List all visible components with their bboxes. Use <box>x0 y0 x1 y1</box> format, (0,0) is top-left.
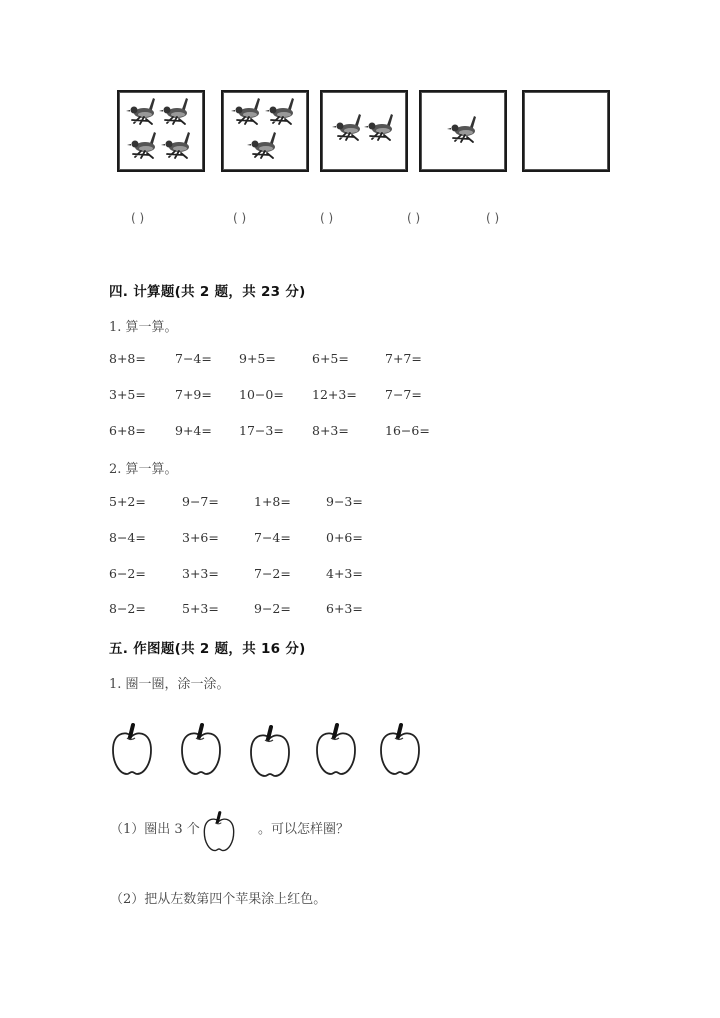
equation: 8−4= <box>109 530 146 545</box>
answer-blank-2[interactable]: ( ) <box>233 211 247 225</box>
equation: 9+4= <box>175 423 212 438</box>
bird-icon <box>157 96 191 126</box>
answer-blank-1[interactable]: ( ) <box>131 211 145 225</box>
equation: 7−4= <box>175 351 212 366</box>
apple-icon-inline <box>202 810 236 854</box>
equation: 3+5= <box>109 387 146 402</box>
bird-icon <box>124 96 158 126</box>
equation: 12+3= <box>312 387 357 402</box>
equation: 9−7= <box>182 494 219 509</box>
answer-blank-3[interactable]: ( ) <box>320 211 334 225</box>
equation: 1+8= <box>254 494 291 509</box>
equation: 7+9= <box>175 387 212 402</box>
bird-icon <box>362 112 396 142</box>
equation: 6+5= <box>312 351 349 366</box>
equation: 6+3= <box>326 601 363 616</box>
apple-icon-2[interactable] <box>179 722 223 778</box>
bird-icon <box>245 130 279 160</box>
picture-box-5-empty <box>522 90 610 172</box>
bird-icon <box>263 96 297 126</box>
picture-box-4 <box>419 90 507 172</box>
apple-icon-4[interactable] <box>314 722 358 778</box>
equation: 8+3= <box>312 423 349 438</box>
equation: 7−7= <box>385 387 422 402</box>
equation: 8+8= <box>109 351 146 366</box>
equation: 9−2= <box>254 601 291 616</box>
equation: 4+3= <box>326 566 363 581</box>
equation: 6−2= <box>109 566 146 581</box>
section-5-title: 五. 作图题(共 2 题，共 16 分) <box>109 641 306 657</box>
picture-box-2 <box>221 90 309 172</box>
equation: 6+8= <box>109 423 146 438</box>
bird-icon <box>159 130 193 160</box>
equation: 9−3= <box>326 494 363 509</box>
equation: 8−2= <box>109 601 146 616</box>
equation: 7+7= <box>385 351 422 366</box>
equation: 3+3= <box>182 566 219 581</box>
bird-icon <box>125 130 159 160</box>
picture-box-3 <box>320 90 408 172</box>
apple-icon-3[interactable] <box>248 724 292 780</box>
bird-icon <box>229 96 263 126</box>
equation: 3+6= <box>182 530 219 545</box>
answer-blank-5[interactable]: ( ) <box>486 211 500 225</box>
question-5-1-title: 1. 圈一圈，涂一涂。 <box>109 677 230 692</box>
equation: 9+5= <box>239 351 276 366</box>
bird-icon <box>445 114 479 144</box>
sub-question-1-prefix: （1）圈出 3 个 <box>110 822 200 837</box>
bird-icon <box>330 112 364 142</box>
equation: 7−4= <box>254 530 291 545</box>
sub-question-2: （2）把从左数第四个苹果涂上红色。 <box>110 892 327 907</box>
apple-icon-1[interactable] <box>110 722 154 778</box>
equation: 17−3= <box>239 423 284 438</box>
equation: 7−2= <box>254 566 291 581</box>
question-4-1-title: 1. 算一算。 <box>109 320 178 335</box>
apple-icon-5[interactable] <box>378 722 422 778</box>
section-4-title: 四. 计算题(共 2 题，共 23 分) <box>109 284 306 300</box>
equation: 5+3= <box>182 601 219 616</box>
answer-blank-4[interactable]: ( ) <box>407 211 421 225</box>
equation: 5+2= <box>109 494 146 509</box>
equation: 16−6= <box>385 423 430 438</box>
equation: 0+6= <box>326 530 363 545</box>
picture-box-1 <box>117 90 205 172</box>
equation: 10−0= <box>239 387 284 402</box>
question-4-2-title: 2. 算一算。 <box>109 462 178 477</box>
sub-question-1-suffix: 。可以怎样圈？ <box>258 822 350 837</box>
